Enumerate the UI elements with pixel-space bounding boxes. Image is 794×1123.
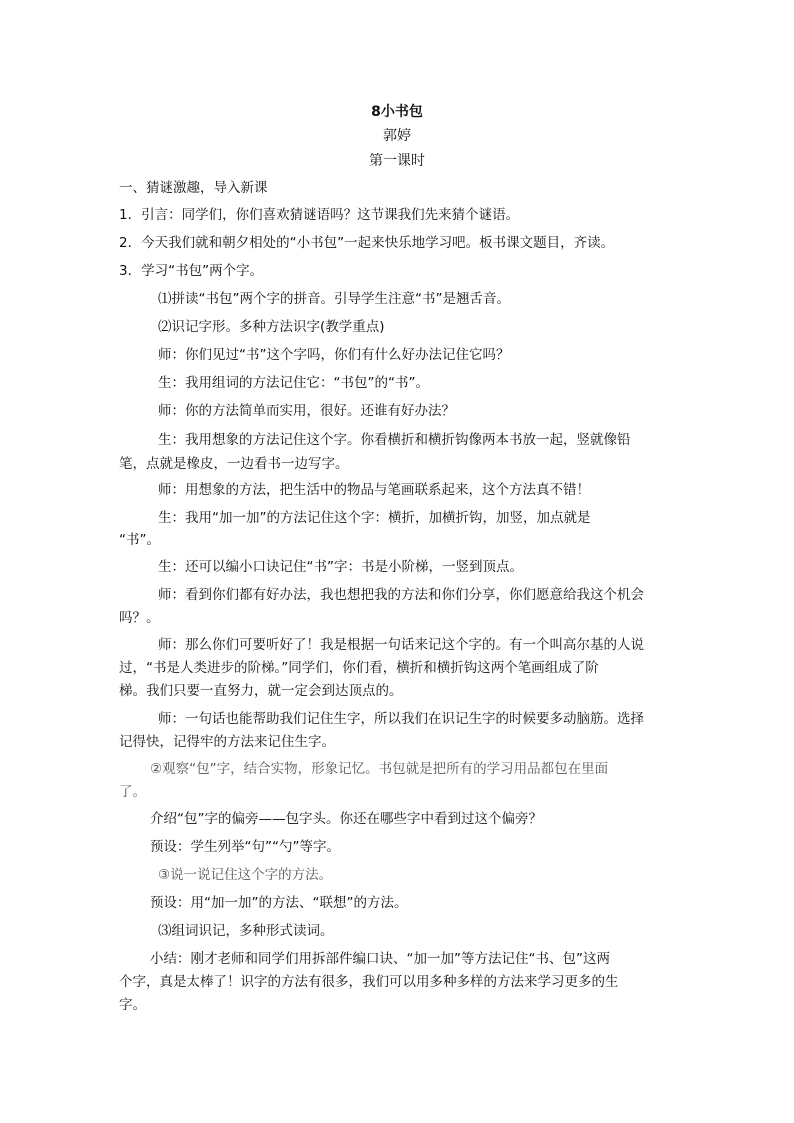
paragraph: ⑴拼读“书包”两个字的拼音。引导学生注意“书”是翘舌音。 <box>158 291 510 307</box>
paragraph: 记得快，记得牢的方法来记住生字。 <box>119 734 335 750</box>
paragraph: 字。 <box>119 997 146 1013</box>
paragraph: 小结：刚才老师和同学们用拆部件编口诀、“加一加”等方法记住“书、包”这两 <box>150 951 610 967</box>
paragraph: 过，“书是人类进步的阶梯。”同学们，你们看，横折和横折钩这两个笔画组成了阶 <box>119 660 599 676</box>
paragraph: 1．引言：同学们，你们喜欢猜谜语吗？这节课我们先来猜个谜语。 <box>119 207 520 223</box>
paragraph: 生：我用想象的方法记住这个字。你看横折和横折钩像两本书放一起，竖就像铅 <box>158 432 631 448</box>
paragraph: 了。 <box>119 784 146 800</box>
paragraph: 个字，真是太棒了！识字的方法有很多，我们可以用多种多样的方法来学习更多的生 <box>119 974 619 990</box>
section-heading: 一、猜谜激趣，导入新课 <box>119 180 268 196</box>
paragraph: 师：你的方法简单而实用，很好。还谁有好办法？ <box>158 403 455 419</box>
paragraph: 介绍“包”字的偏旁——包字头。你还在哪些字中看到过这个偏旁？ <box>150 811 542 827</box>
paragraph: 3．学习“书包”两个字。 <box>119 263 264 279</box>
paragraph: 生：我用组词的方法记住它：“书包”的“书”。 <box>158 375 429 391</box>
author-name: 郭婷 <box>383 128 411 144</box>
paragraph: 笔，点就是橡皮，一边看书一边写字。 <box>119 456 349 472</box>
paragraph: ③说一说记住这个字的方法。 <box>158 867 333 883</box>
paragraph: ⑵识记字形。多种方法识字(教学重点) <box>158 319 385 335</box>
paragraph: ②观察“包”字，结合实物，形象记忆。书包就是把所有的学习用品都包在里面 <box>150 761 609 777</box>
paragraph: “书”。 <box>119 532 160 548</box>
paragraph: 预设：用“加一加”的方法、“联想”的方法。 <box>150 895 408 911</box>
paragraph: 梯。我们只要一直努力，就一定会到达顶点的。 <box>119 683 403 699</box>
paragraph: ⑶组词识记，多种形式读词。 <box>158 923 334 939</box>
paragraph: 预设：学生列举“句”“勺”等字。 <box>150 839 340 855</box>
paragraph: 2．今天我们就和朝夕相处的“小书包”一起来快乐地学习吧。板书课文题目，齐读。 <box>119 235 615 251</box>
paragraph: 师：那么你们可要听好了！我是根据一句话来记这个字的。有一个叫高尔基的人说 <box>158 637 644 653</box>
lesson-title: 8小书包 <box>371 104 423 120</box>
paragraph: 生：我用“加一加”的方法记住这个字：横折，加横折钩，加竖，加点就是 <box>158 510 591 526</box>
paragraph: 师：用想象的方法，把生活中的物品与笔画联系起来，这个方法真不错！ <box>158 482 590 498</box>
paragraph: 吗？。 <box>119 610 160 626</box>
lesson-period: 第一课时 <box>369 153 425 169</box>
paragraph: 生：还可以编小口诀记住“书”字：书是小阶梯，一竖到顶点。 <box>158 559 523 575</box>
paragraph: 师：看到你们都有好办法，我也想把我的方法和你们分享，你们愿意给我这个机会 <box>158 587 644 603</box>
paragraph: 师：一句话也能帮助我们记住生字，所以我们在识记生字的时候要多动脑筋。选择 <box>158 711 644 727</box>
paragraph: 师：你们见过“书”这个字吗，你们有什么好办法记住它吗？ <box>158 347 510 363</box>
